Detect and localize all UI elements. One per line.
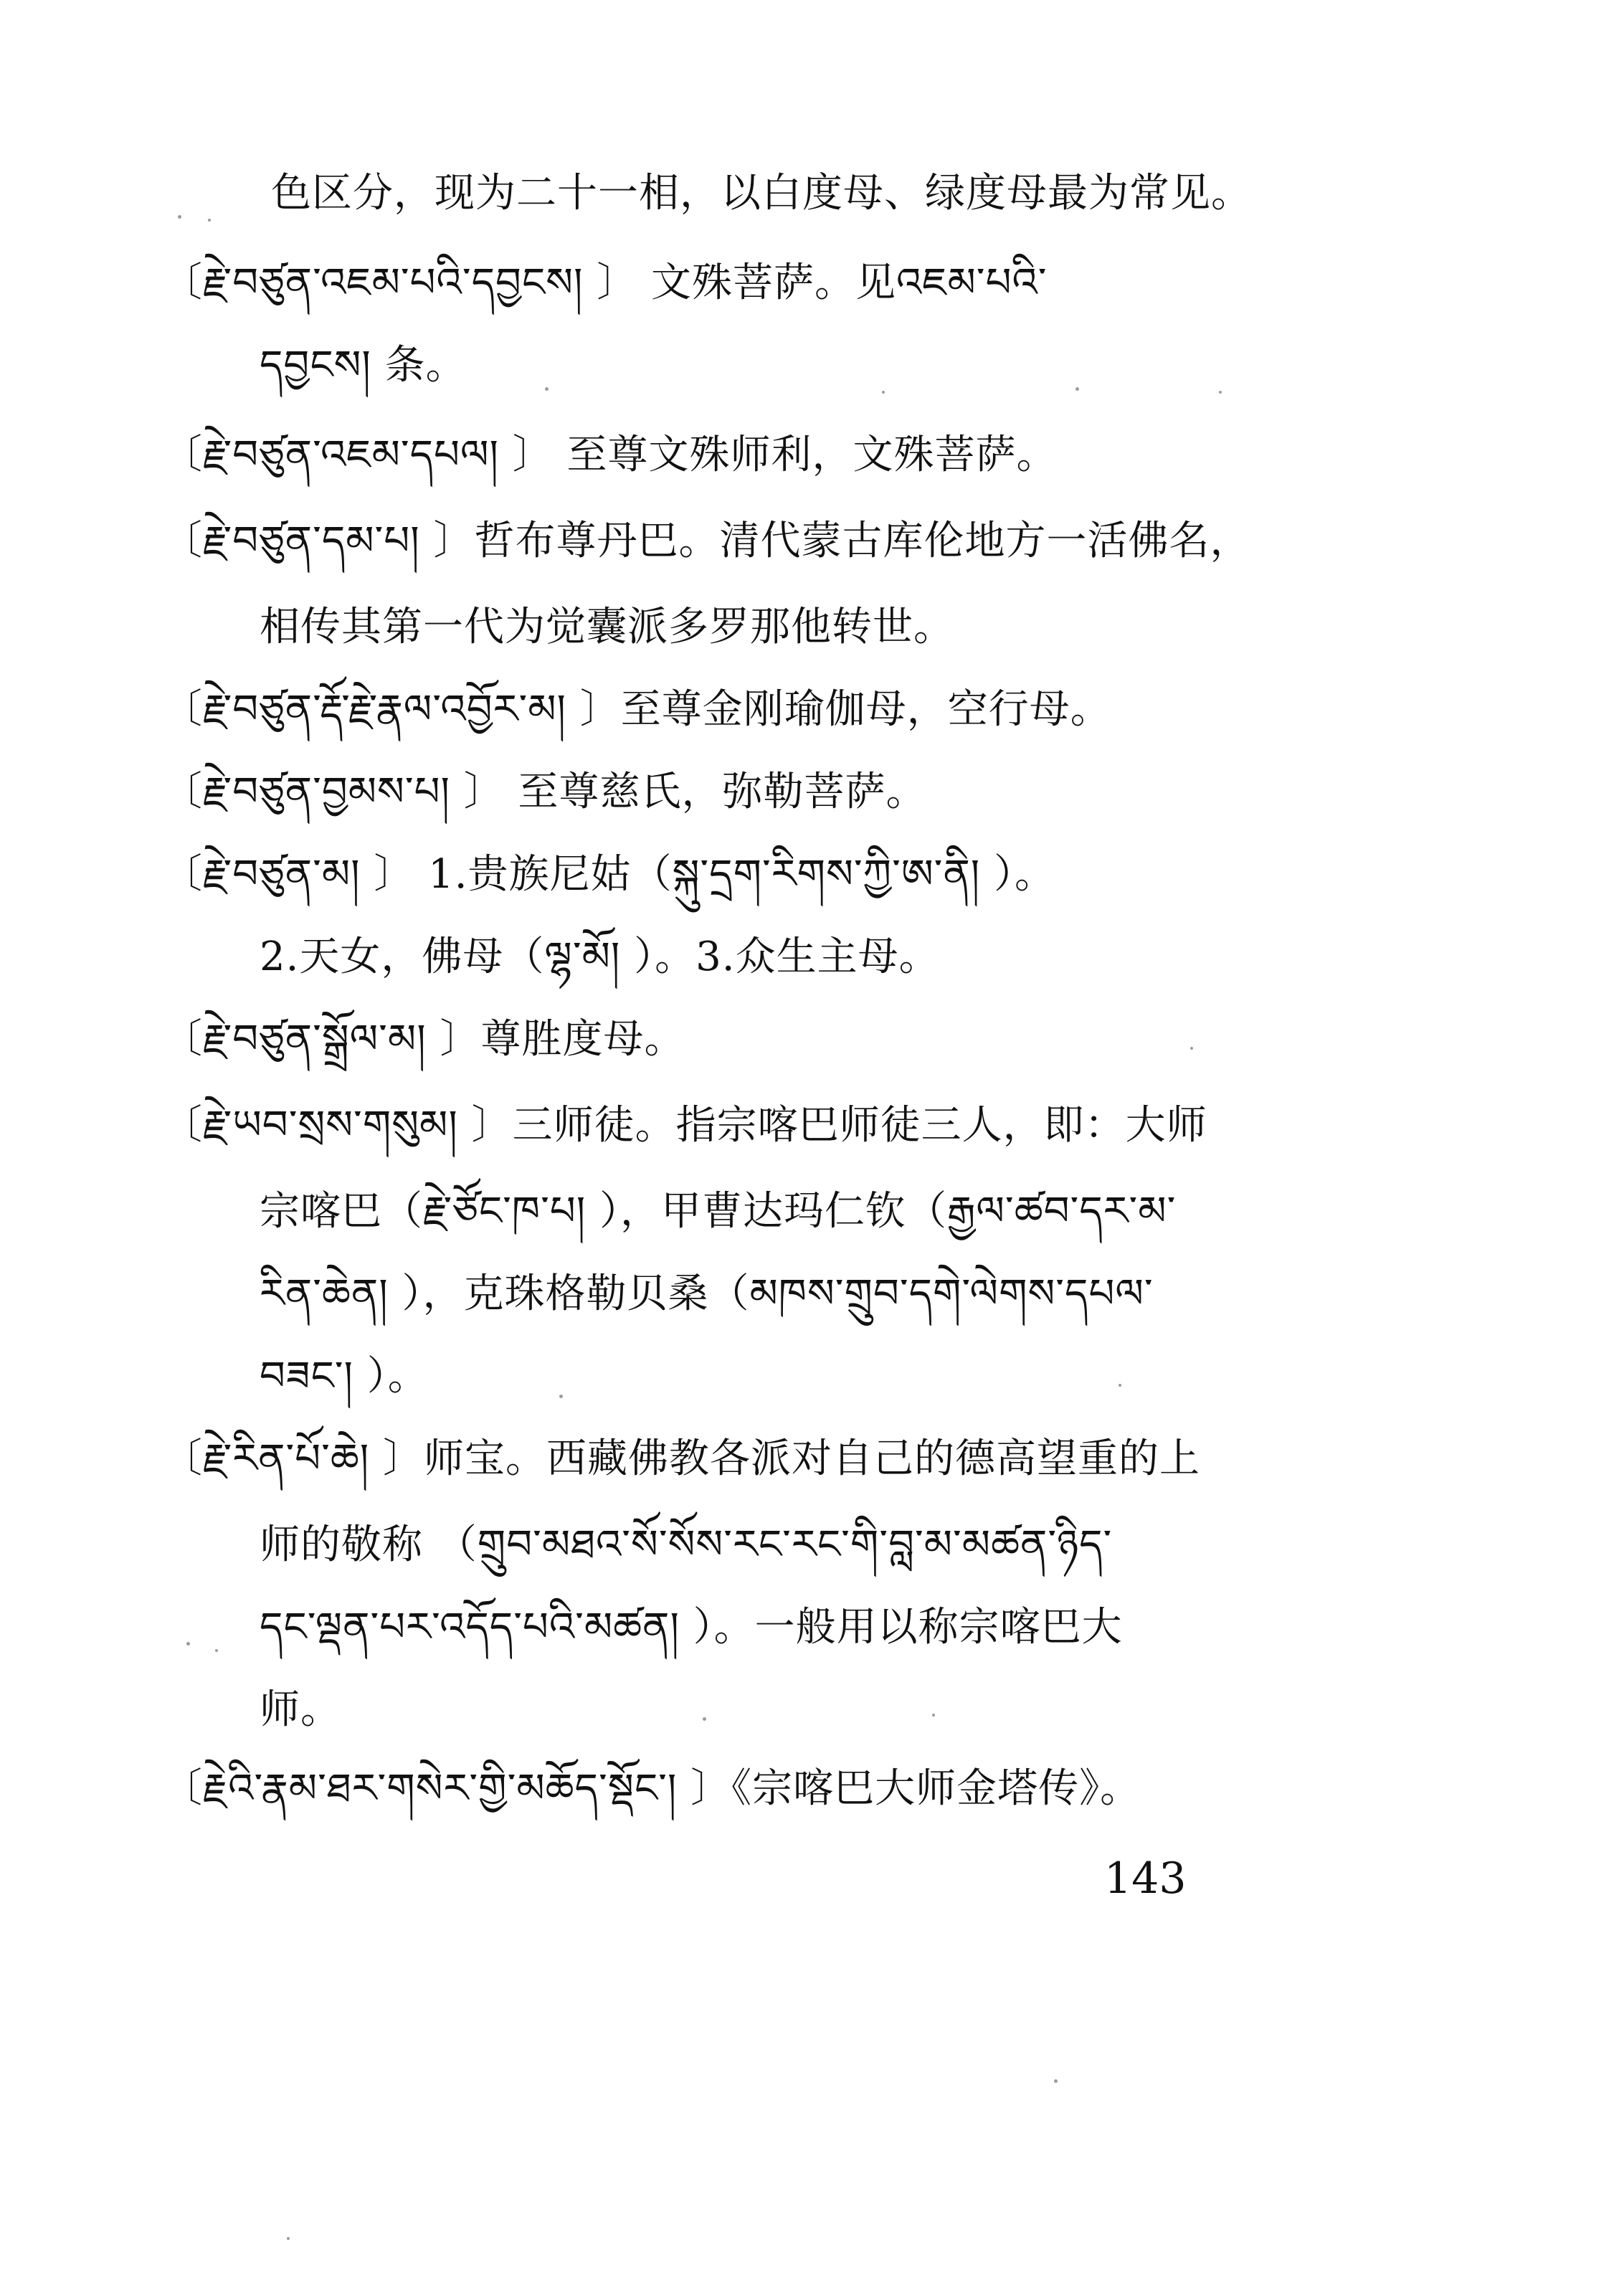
scan-speck	[1190, 1047, 1193, 1050]
entry-headword-line: 〔རྗེ་བཙུན་སྒྲོལ་མ། 〕尊胜度母。	[162, 1016, 685, 1063]
entry-headword-line: 〔རྗེ་བཙུན་འཇམ་དཔལ། 〕 至尊文殊师利，文殊菩萨。	[162, 432, 1058, 478]
entry-headword-line: 〔རྗེ་བཙུན་འཇམ་པའི་དབྱངས། 〕 文殊菩萨。见འཇམ་པའི་	[162, 260, 1048, 306]
entry-text-line: དང་ལྡན་པར་འདོད་པའི་མཚན། ）。一般用以称宗喀巴大	[260, 1604, 1123, 1651]
scan-speck	[932, 1714, 935, 1717]
entry-text-line: 相传其第一代为觉囊派多罗那他转世。	[260, 604, 954, 650]
entry-text-line: བཟང་། ）。	[260, 1353, 429, 1400]
scan-speck	[178, 215, 181, 219]
entry-text-line: 宗喀巴（རྗེ་ཙོང་ཁ་པ། ），甲曹达玛仁钦（རྒྱལ་ཚབ་དར་མ་	[260, 1188, 1177, 1235]
entry-text-line: 师的敬称 （གྲུབ་མཐའ་སོ་སོས་རང་རང་གི་བླ་མ་མཚན་ཉིད་	[260, 1521, 1113, 1568]
entry-text-line: དབྱངས། 条。	[260, 342, 467, 389]
scan-speck	[1075, 387, 1079, 391]
entry-headword-line: 〔རྗེ་བཙུན་བྱམས་པ། 〕 至尊慈氏，弥勒菩萨。	[162, 769, 927, 815]
entry-headword-line: 〔རྗེ་བཙུན་དམ་པ། 〕哲布尊丹巴。清代蒙古库伦地方一活佛名，	[162, 518, 1251, 564]
entry-headword-line: 〔རྗེ་རིན་པོ་ཆེ། 〕师宝。西藏佛教各派对自己的德高望重的上	[162, 1435, 1200, 1482]
page-number: 143	[1104, 1853, 1187, 1904]
scan-speck	[545, 387, 549, 391]
entry-text-line: 2.天女，佛母（ལྷ་མོ། ）。3.众生主母。	[260, 934, 940, 980]
scan-speck	[703, 1717, 706, 1721]
scan-speck	[215, 1649, 218, 1652]
scan-speck	[186, 1642, 190, 1646]
entry-headword-line: 〔རྗེ་བཙུན་རྡོ་རྗེ་རྣལ་འབྱོར་མ། 〕至尊金刚瑜伽母，空行母。	[162, 686, 1111, 733]
scan-speck	[1219, 391, 1222, 394]
entry-text-line: 师。	[260, 1686, 341, 1733]
scan-speck	[1119, 1384, 1121, 1387]
scan-speck	[208, 219, 211, 222]
scan-speck	[559, 1395, 563, 1398]
entry-text-line: 色区分，现为二十一相，以白度母、绿度母最为常见。	[271, 170, 1252, 217]
entry-headword-line: 〔རྗེ་བཙུན་མ། 〕 1.贵族尼姑（སྐུ་དྲག་རིགས་ཀྱི་ཨ་ནི། ）。	[162, 851, 1056, 898]
entry-text-line: རིན་ཆེན། ），克珠格勒贝桑（མཁས་གྲུབ་དགེ་ལེགས་དཔལ་	[260, 1271, 1154, 1317]
entry-headword-line: 〔རྗེ་ཡབ་སྲས་གསུམ། 〕三师徒。指宗喀巴师徒三人，即：大师	[162, 1102, 1207, 1149]
entry-headword-line: 〔རྗེའི་རྣམ་ཐར་གསེར་གྱི་མཆོད་སྡོང་། 〕《宗喀巴大师金塔传》。	[162, 1765, 1141, 1812]
scan-speck	[287, 2237, 290, 2240]
scan-speck	[1054, 2079, 1058, 2083]
scan-speck	[882, 391, 885, 394]
